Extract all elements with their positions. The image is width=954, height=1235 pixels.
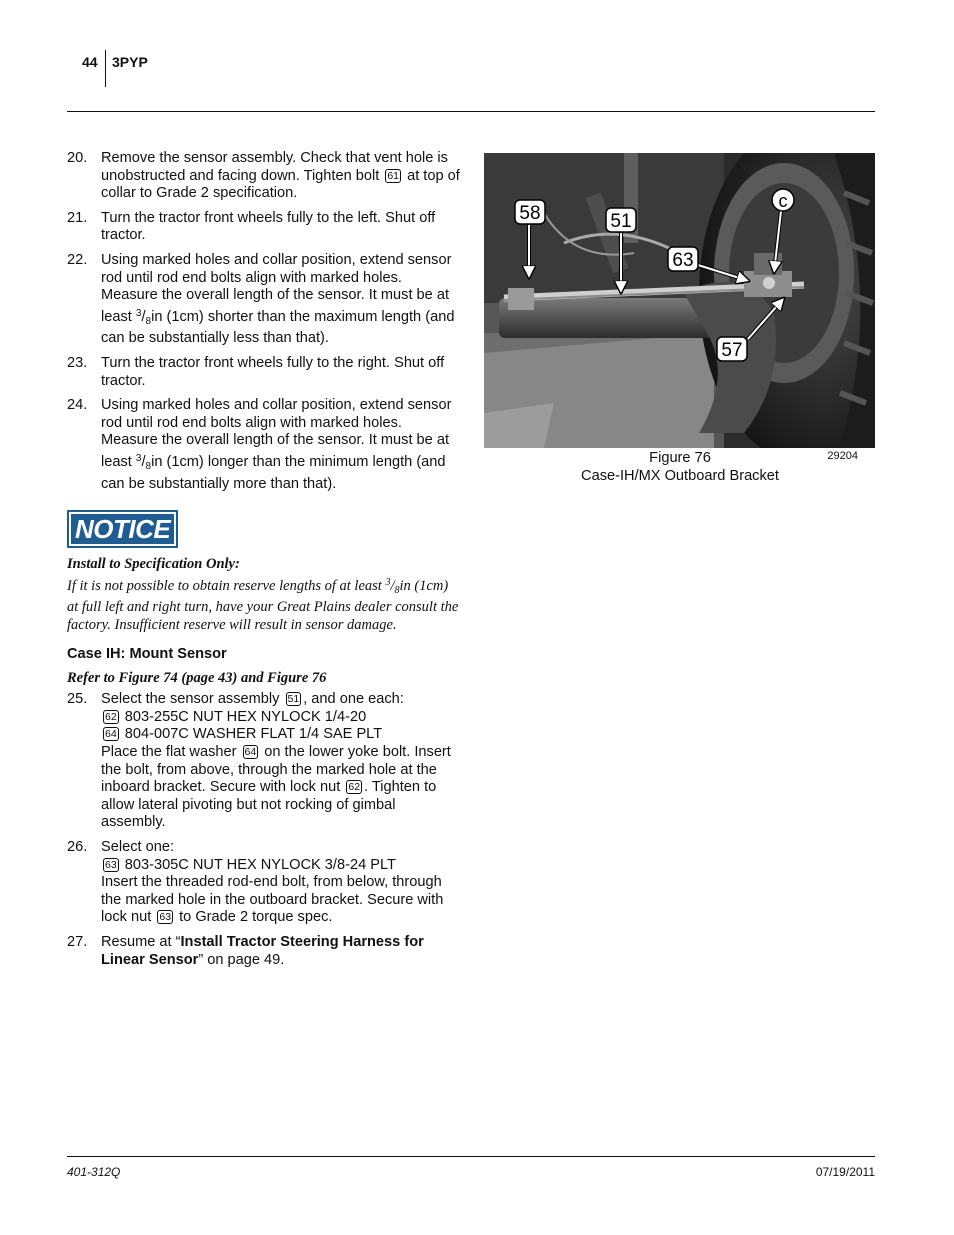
svg-text:c: c [778, 191, 788, 211]
figure-number: Figure 76 [649, 450, 711, 466]
step-number: 22. [67, 251, 88, 268]
step-21: 21. Turn the tractor front wheels fully to the left. Shut off tractor. [67, 209, 436, 244]
step-22: 22. Using marked holes and collar position, extend sensor rod until rod end bolts align with marked holes. Measure the overall length of the sensor. It must be at least $^3/_8in$ (1cm) shorter than the maximum length (and can be substantially less than that). [67, 251, 455, 347]
step-number: 21. [67, 209, 88, 226]
svg-text:63: 63 [672, 250, 694, 271]
notice-badge: NOTICE [69, 512, 176, 546]
footer-rule [67, 1156, 875, 1157]
svg-text:58: 58 [519, 203, 541, 224]
callout-ref: 63 [159, 911, 172, 924]
part-line: 62 803-255C NUT HEX NYLOCK 1/4-20 [105, 708, 367, 725]
instruction-column [67, 150, 462, 976]
figure-reference: Refer to Figure 74 (page 43) and Figure 76 [67, 669, 327, 686]
part-line: 63 803-305C NUT HEX NYLOCK 3/8-24 PLT [105, 856, 396, 873]
callout-57 [717, 298, 784, 361]
step-number: 27. [67, 934, 88, 950]
callout-51 [606, 208, 636, 293]
doc-number: 401-312Q [67, 1165, 121, 1179]
callout-ref: 63 [105, 858, 117, 871]
notice-heading: Install to Specification Only: [67, 556, 240, 573]
step-27: 27. Resume at “Install Tractor Steering Harness for Linear Sensor” on page 49. [67, 934, 424, 968]
figure-callouts [484, 153, 875, 448]
step-25: 25. Select the sensor assembly 51 , and one each: 62 803-255C NUT HEX NYLOCK 1/4-20 64 804-007C WASHER FLAT 1/4 SAE PLT Place the flat washer 64 on the lower yoke bolt. Insert the bolt, from above, through the marked hole at the inboard bracket. Secure with lock nut 62 . Tighten to allow lateral pivoting but not rocking of gimbal assembly. [67, 691, 462, 832]
callout-58 [515, 200, 545, 278]
fraction: $^3/_8$ [135, 452, 152, 472]
figure-caption [560, 450, 800, 485]
svg-text:57: 57 [721, 340, 743, 361]
callout-ref: 64 [105, 728, 117, 741]
callout-c [772, 189, 794, 273]
fraction: $^3/_8$ [135, 307, 152, 327]
svg-text:51: 51 [610, 211, 632, 232]
step-number: 20. [67, 150, 88, 166]
header-rule [67, 111, 875, 112]
callout-ref: 64 [244, 746, 257, 759]
step-23: 23. Turn the tractor front wheels fully to the right. Shut off tractor. [67, 354, 445, 389]
callout-63 [668, 247, 749, 281]
step-20: 20. Remove the sensor assembly. Check that vent hole is unobstructed and facing down. Tighten bolt 61 at top of collar to Grade 2 specification. [67, 150, 460, 202]
step-26: 26. Select one: 63 803-305C NUT HEX NYLOCK 3/8-24 PLT Insert the threaded rod-end bolt, from below, through the marked hole in the outboard bracket. Secure with lock nut 63 to Grade 2 torque spec. [67, 839, 462, 927]
callout-ref: 51 [287, 693, 300, 706]
part-line: 64 804-007C WASHER FLAT 1/4 SAE PLT [105, 726, 383, 743]
step-number: 26. [67, 839, 88, 856]
footer-date: 07/19/2011 [815, 1165, 875, 1179]
step-number: 23. [67, 354, 88, 371]
notice-text: If it is not possible to obtain reserve lengths of at least $^3/_8in$ (1cm) at full left and right turn, have your Great Plains dealer consult the factory. Insufficient reserve will result in sensor damage. [67, 576, 459, 633]
figure-title: Case-IH/MX Outboard Bracket [581, 467, 779, 484]
section-heading: Case IH: Mount Sensor [67, 646, 227, 663]
step-24: 24. Using marked holes and collar position, extend sensor rod until rod end bolts align with marked holes. Measure the overall length of the sensor. It must be at least $^3/_8in$ (1cm) longer than the minimum length (and can be substantially more than that). [67, 397, 452, 492]
callout-ref: 61 [387, 169, 400, 182]
step-number: 24. [67, 397, 88, 414]
callout-ref: 62 [105, 710, 117, 723]
header-divider [105, 50, 106, 87]
callout-ref: 62 [348, 781, 361, 794]
page-header-title: 3PYP [112, 54, 148, 70]
figure-id: 29204 [827, 450, 858, 462]
step-number: 25. [67, 691, 88, 708]
page-number: 44 [82, 54, 98, 70]
